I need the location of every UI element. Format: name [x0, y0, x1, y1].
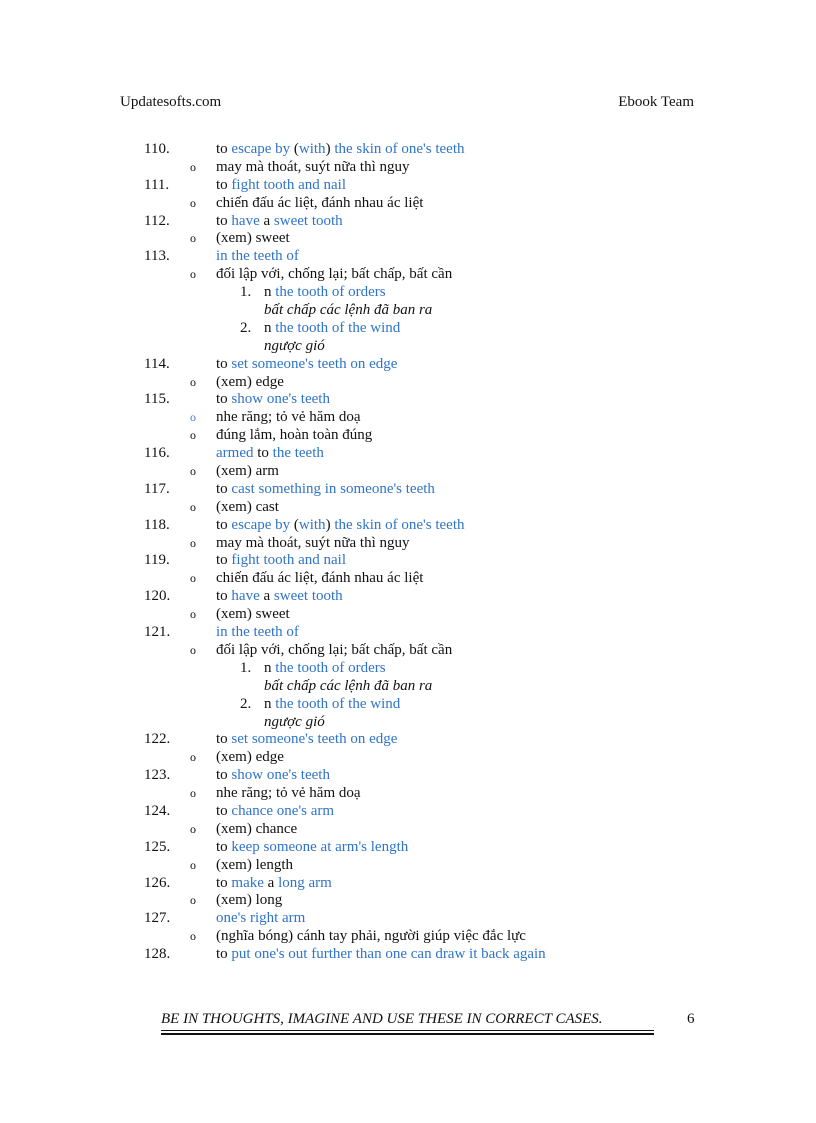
entry-text — [216, 445, 324, 463]
phrase-link[interactable]: with — [298, 516, 326, 533]
definition-row — [0, 642, 816, 660]
entry-number: 118. — [144, 516, 170, 533]
phrase-text: (xem) edge — [216, 749, 284, 766]
sub-number: 2. — [240, 695, 252, 712]
entry-number: 111. — [144, 176, 170, 193]
phrase-link[interactable]: one's right arm — [216, 910, 306, 927]
entry-text — [264, 660, 386, 678]
entry-row — [0, 141, 816, 159]
phrase-text: to — [216, 838, 232, 855]
entry-number: 119. — [144, 552, 170, 569]
bullet-icon: o — [190, 821, 196, 836]
definition-row — [0, 857, 816, 875]
entry-number: 113. — [144, 248, 170, 265]
phrase-text: to — [216, 391, 232, 408]
sub-number: 1. — [240, 284, 252, 301]
entry-text — [216, 463, 279, 481]
phrase-link[interactable]: long arm — [278, 874, 332, 891]
phrase-link[interactable]: put one's out further than one can draw it back again — [231, 946, 546, 963]
translation-text — [264, 338, 325, 356]
phrase-text: n — [264, 659, 276, 676]
phrase-link[interactable]: have — [231, 212, 260, 229]
sub-example-row — [0, 696, 816, 714]
entry-number: 128. — [144, 946, 171, 963]
entry-row — [0, 767, 816, 785]
entry-text — [264, 284, 386, 302]
phrase-link[interactable]: the skin of one's teeth — [334, 141, 465, 157]
entry-list — [0, 141, 816, 964]
entry-number: 122. — [144, 731, 171, 748]
definition-row — [0, 409, 816, 427]
entry-number: 114. — [144, 355, 170, 372]
entry-text — [216, 552, 346, 570]
entry-text — [216, 749, 284, 767]
phrase-text: (nghĩa bóng) cánh tay phải, người giúp việc đắc lực — [216, 928, 526, 945]
translation-text — [264, 302, 432, 320]
sub-example-row — [0, 284, 816, 302]
entry-row — [0, 875, 816, 893]
sub-number: 1. — [240, 659, 252, 676]
translation-row — [0, 338, 816, 356]
page-number: 6 — [687, 1011, 695, 1027]
phrase-link[interactable]: keep someone at arm's length — [231, 838, 409, 855]
phrase-text: to — [216, 355, 232, 372]
entry-row — [0, 910, 816, 928]
phrase-link[interactable]: make — [231, 874, 264, 891]
entry-number: 116. — [144, 445, 170, 462]
entry-number: 112. — [144, 212, 170, 229]
entry-text — [216, 803, 334, 821]
entry-row — [0, 445, 816, 463]
phrase-text: nhe răng; tỏ vẻ hăm doạ — [216, 409, 361, 426]
bullet-icon: o — [190, 267, 196, 282]
phrase-text: ) — [325, 141, 335, 157]
phrase-text: to — [216, 802, 232, 819]
entry-row — [0, 177, 816, 195]
phrase-link[interactable]: in the teeth of — [216, 248, 299, 265]
entry-text — [216, 230, 290, 248]
bullet-icon: o — [190, 410, 196, 425]
bullet-icon: o — [190, 750, 196, 765]
entry-row — [0, 588, 816, 606]
entry-text — [216, 857, 293, 875]
phrase-text: ( — [290, 516, 299, 533]
translation-text — [264, 714, 325, 732]
footer-rule-thick — [161, 1033, 654, 1035]
entry-row — [0, 481, 816, 499]
phrase-text: ) — [325, 516, 335, 533]
header-site: Updatesofts.com — [120, 94, 222, 110]
definition-row — [0, 570, 816, 588]
phrase-text: đối lập với, chống lại; bất chấp, bất cần — [216, 266, 453, 283]
entry-row — [0, 517, 816, 535]
definition-row — [0, 928, 816, 946]
phrase-text: đúng lắm, hoàn toàn đúng — [216, 427, 373, 444]
entry-text — [216, 266, 452, 284]
header-team: Ebook Team — [618, 94, 694, 110]
bullet-icon: o — [190, 195, 196, 210]
phrase-text: to — [216, 731, 232, 748]
bullet-icon: o — [190, 499, 196, 514]
translation-row — [0, 678, 816, 696]
entry-number: 110. — [144, 141, 170, 157]
phrase-text: ngược gió — [264, 337, 325, 354]
definition-row — [0, 266, 816, 284]
phrase-text: to — [216, 141, 232, 157]
definition-row — [0, 427, 816, 445]
entry-text — [216, 409, 361, 427]
bullet-icon: o — [190, 231, 196, 246]
phrase-text: to — [216, 212, 232, 229]
entry-row — [0, 731, 816, 749]
sub-example-row — [0, 660, 816, 678]
phrase-link[interactable]: the teeth — [272, 445, 324, 462]
definition-row — [0, 230, 816, 248]
definition-row — [0, 785, 816, 803]
phrase-link[interactable]: sweet tooth — [273, 588, 343, 605]
phrase-link[interactable]: the tooth of the wind — [275, 695, 401, 712]
phrase-link[interactable]: escape by — [231, 141, 291, 157]
entry-text — [216, 356, 397, 374]
entry-row — [0, 839, 816, 857]
entry-number: 124. — [144, 802, 171, 819]
phrase-text: a — [263, 874, 279, 891]
phrase-text: to — [216, 552, 232, 569]
phrase-text: ( — [290, 141, 299, 157]
definition-row — [0, 159, 816, 177]
phrase-text: n — [264, 319, 276, 336]
definition-row — [0, 749, 816, 767]
definition-row — [0, 374, 816, 392]
entry-text — [216, 928, 526, 946]
translation-row — [0, 302, 816, 320]
translation-row — [0, 714, 816, 732]
entry-number: 123. — [144, 767, 171, 784]
phrase-link[interactable]: fight tooth and nail — [231, 552, 346, 569]
definition-row — [0, 535, 816, 553]
phrase-text: (xem) length — [216, 856, 294, 873]
entry-text — [216, 374, 284, 392]
phrase-text: (xem) edge — [216, 373, 284, 390]
footer-rule-thin — [161, 1030, 654, 1031]
entry-text — [216, 946, 546, 964]
definition-row — [0, 821, 816, 839]
entry-text — [216, 427, 372, 445]
entry-text — [216, 839, 408, 857]
phrase-text: (xem) sweet — [216, 606, 290, 623]
entry-text — [216, 910, 305, 928]
entry-number: 121. — [144, 624, 171, 641]
entry-row — [0, 248, 816, 266]
phrase-link[interactable]: sweet tooth — [273, 212, 343, 229]
phrase-text: (xem) long — [216, 892, 283, 909]
bullet-icon: o — [190, 428, 196, 443]
phrase-text: chiến đấu ác liệt, đánh nhau ác liệt — [216, 194, 424, 211]
phrase-text: may mà thoát, suýt nữa thì nguy — [216, 158, 410, 175]
phrase-link[interactable]: armed — [216, 445, 254, 462]
phrase-link[interactable]: set someone's teeth on edge — [231, 355, 398, 372]
entry-text — [216, 892, 282, 910]
phrase-link[interactable]: in the teeth of — [216, 624, 299, 641]
phrase-link[interactable]: set someone's teeth on edge — [231, 731, 398, 748]
phrase-text: may mà thoát, suýt nữa thì nguy — [216, 534, 410, 551]
entry-text — [216, 731, 397, 749]
definition-row — [0, 463, 816, 481]
footer-slogan: BE IN THOUGHTS, IMAGINE AND USE THESE IN CORRECT CASES. — [161, 1011, 603, 1027]
entry-number: 126. — [144, 874, 171, 891]
phrase-text: (xem) arm — [216, 463, 279, 480]
entry-text — [216, 821, 297, 839]
phrase-link[interactable]: the tooth of orders — [275, 659, 386, 676]
definition-row — [0, 499, 816, 517]
phrase-text: to — [216, 176, 232, 193]
phrase-text: to — [216, 480, 232, 497]
bullet-icon: o — [190, 535, 196, 550]
phrase-link[interactable]: the tooth of the wind — [275, 319, 401, 336]
entry-number: 115. — [144, 391, 170, 408]
phrase-text: to — [216, 588, 232, 605]
entry-text — [216, 213, 343, 231]
phrase-text: n — [264, 284, 276, 301]
bullet-icon: o — [190, 464, 196, 479]
entry-text — [216, 642, 452, 660]
phrase-text: (xem) sweet — [216, 230, 290, 247]
bullet-icon: o — [190, 607, 196, 622]
entry-text — [216, 588, 343, 606]
phrase-text: ngược gió — [264, 713, 325, 730]
entry-row — [0, 624, 816, 642]
bullet-icon: o — [190, 893, 196, 908]
entry-text — [216, 177, 346, 195]
phrase-text: chiến đấu ác liệt, đánh nhau ác liệt — [216, 570, 424, 587]
phrase-link[interactable]: cast something in someone's teeth — [231, 480, 435, 497]
phrase-link[interactable]: escape by — [231, 516, 291, 533]
bullet-icon: o — [190, 857, 196, 872]
phrase-link[interactable]: fight tooth and nail — [231, 176, 346, 193]
phrase-text: a — [259, 588, 274, 605]
entry-row — [0, 946, 816, 964]
phrase-text: to — [216, 516, 232, 533]
phrase-link[interactable]: the skin of one's teeth — [334, 516, 465, 533]
phrase-text: to — [216, 767, 232, 784]
entry-text — [216, 195, 423, 213]
phrase-text: nhe răng; tỏ vẻ hăm doạ — [216, 785, 361, 802]
entry-text — [216, 767, 330, 785]
phrase-link[interactable]: show one's teeth — [231, 767, 330, 784]
bullet-icon: o — [190, 159, 196, 174]
entry-text — [216, 481, 435, 499]
bullet-icon: o — [190, 571, 196, 586]
phrase-text: a — [259, 212, 274, 229]
entry-text — [216, 606, 290, 624]
entry-number: 117. — [144, 480, 170, 497]
phrase-text: (xem) chance — [216, 820, 298, 837]
entry-text — [216, 141, 465, 159]
entry-text — [216, 517, 465, 535]
sub-example-row — [0, 320, 816, 338]
definition-row — [0, 892, 816, 910]
entry-text — [216, 391, 330, 409]
entry-row — [0, 803, 816, 821]
phrase-text: bất chấp các lệnh đã ban ra — [264, 677, 433, 694]
entry-row — [0, 213, 816, 231]
phrase-link[interactable]: chance one's arm — [231, 802, 335, 819]
entry-text — [264, 320, 400, 338]
phrase-text: to — [216, 874, 232, 891]
phrase-text: n — [264, 695, 276, 712]
phrase-text: to — [253, 445, 273, 462]
definition-row — [0, 195, 816, 213]
entry-text — [216, 875, 332, 893]
phrase-text: to — [216, 946, 232, 963]
entry-text — [264, 696, 400, 714]
entry-number: 127. — [144, 910, 171, 927]
phrase-text: đối lập với, chống lại; bất chấp, bất cần — [216, 641, 453, 658]
bullet-icon: o — [190, 786, 196, 801]
entry-text — [216, 570, 423, 588]
entry-text — [216, 624, 299, 642]
phrase-link[interactable]: show one's teeth — [231, 391, 330, 408]
sub-number: 2. — [240, 319, 252, 336]
entry-row — [0, 356, 816, 374]
phrase-text: (xem) cast — [216, 498, 279, 515]
entry-text — [216, 535, 410, 553]
bullet-icon: o — [190, 929, 196, 944]
entry-row — [0, 391, 816, 409]
entry-text — [216, 785, 361, 803]
phrase-link[interactable]: the tooth of orders — [275, 284, 386, 301]
phrase-link[interactable]: have — [231, 588, 260, 605]
entry-number: 125. — [144, 838, 171, 855]
definition-row — [0, 606, 816, 624]
entry-number: 120. — [144, 588, 171, 605]
translation-text — [264, 678, 432, 696]
entry-text — [216, 499, 279, 517]
bullet-icon: o — [190, 374, 196, 389]
entry-text — [216, 159, 410, 177]
entry-text — [216, 248, 299, 266]
entry-row — [0, 552, 816, 570]
bullet-icon: o — [190, 642, 196, 657]
phrase-text: bất chấp các lệnh đã ban ra — [264, 302, 433, 319]
phrase-link[interactable]: with — [298, 141, 326, 157]
